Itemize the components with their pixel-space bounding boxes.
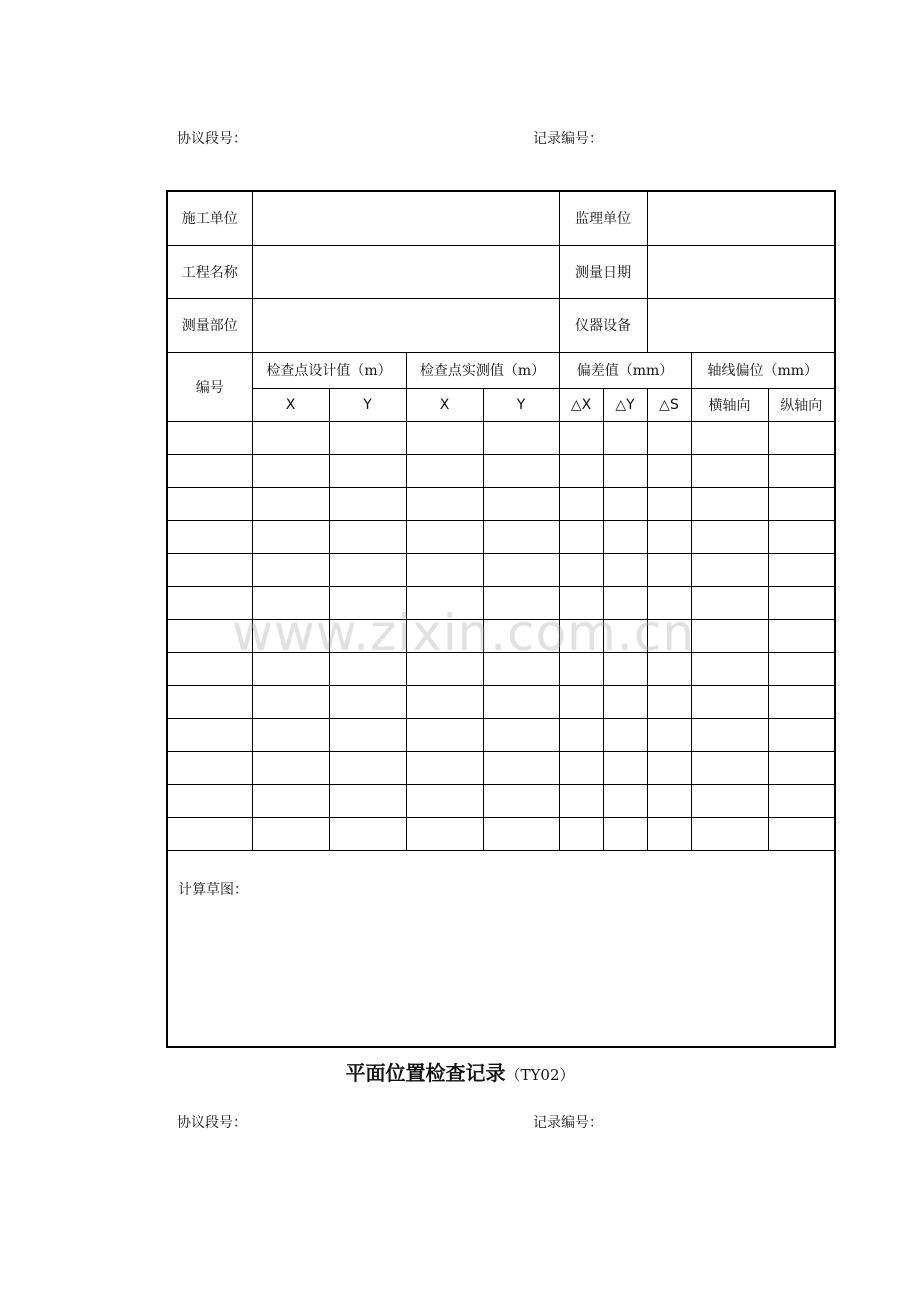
- number-cell[interactable]: [167, 652, 252, 685]
- delta-y-cell[interactable]: [603, 784, 647, 817]
- measured-y-cell[interactable]: [483, 421, 559, 454]
- plane-position-record-table: [166, 190, 836, 1048]
- supervision-unit-label: 监理单位: [559, 191, 647, 245]
- measured-x-cell[interactable]: [406, 454, 483, 487]
- design-x-cell[interactable]: [252, 751, 329, 784]
- number-cell[interactable]: [167, 487, 252, 520]
- delta-y-cell[interactable]: [603, 421, 647, 454]
- vertical-axis-header: 纵轴向: [768, 388, 835, 421]
- measured-y-cell[interactable]: [483, 751, 559, 784]
- design-x-header: X: [252, 388, 329, 421]
- measured-y-header: Y: [483, 388, 559, 421]
- horizontal-axis-cell[interactable]: [691, 619, 768, 652]
- measured-y-cell[interactable]: [483, 487, 559, 520]
- delta-s-cell[interactable]: [647, 421, 691, 454]
- number-cell[interactable]: [167, 454, 252, 487]
- horizontal-axis-cell[interactable]: [691, 520, 768, 553]
- horizontal-axis-cell[interactable]: [691, 751, 768, 784]
- horizontal-axis-cell[interactable]: [691, 586, 768, 619]
- design-x-cell[interactable]: [252, 784, 329, 817]
- column-header-row: [167, 352, 835, 388]
- measured-x-cell[interactable]: [406, 487, 483, 520]
- delta-s-cell[interactable]: [647, 652, 691, 685]
- delta-y-cell[interactable]: [603, 652, 647, 685]
- horizontal-axis-cell[interactable]: [691, 652, 768, 685]
- delta-x-cell[interactable]: [559, 817, 603, 850]
- design-y-cell[interactable]: [329, 553, 406, 586]
- measure-date-field[interactable]: [647, 245, 835, 298]
- measured-x-cell[interactable]: [406, 751, 483, 784]
- table-row: [167, 784, 835, 817]
- info-row: [167, 298, 835, 352]
- construction-unit-label: 施工单位: [167, 191, 252, 245]
- measured-y-cell[interactable]: [483, 520, 559, 553]
- calculation-sketch-label: 计算草图：: [178, 881, 248, 898]
- table-row: [167, 586, 835, 619]
- delta-y-cell[interactable]: [603, 520, 647, 553]
- measured-y-cell[interactable]: [483, 454, 559, 487]
- design-y-cell[interactable]: [329, 718, 406, 751]
- measured-y-cell[interactable]: [483, 652, 559, 685]
- measured-x-cell[interactable]: [406, 586, 483, 619]
- number-cell[interactable]: [167, 421, 252, 454]
- table-row: [167, 454, 835, 487]
- design-y-cell[interactable]: [329, 619, 406, 652]
- design-x-cell[interactable]: [252, 421, 329, 454]
- measure-part-field[interactable]: [252, 298, 559, 352]
- design-y-cell[interactable]: [329, 421, 406, 454]
- measured-x-cell[interactable]: [406, 553, 483, 586]
- measured-x-cell[interactable]: [406, 619, 483, 652]
- measure-part-label: 测量部位: [167, 298, 252, 352]
- horizontal-axis-cell[interactable]: [691, 784, 768, 817]
- agreement-section-label: 协议段号：: [177, 131, 247, 147]
- deviation-header: 偏差值（mm）: [559, 352, 691, 388]
- measured-x-header: X: [406, 388, 483, 421]
- measured-x-cell[interactable]: [406, 817, 483, 850]
- document-title-main: 平面位置检查记录: [345, 1061, 506, 1085]
- vertical-axis-cell[interactable]: [768, 685, 835, 718]
- number-cell[interactable]: [167, 619, 252, 652]
- delta-x-cell[interactable]: [559, 421, 603, 454]
- table-row: [167, 553, 835, 586]
- data-rows: [167, 421, 835, 850]
- delta-s-cell[interactable]: [647, 751, 691, 784]
- delta-x-header: △X: [559, 388, 603, 421]
- document-title: [0, 1057, 920, 1086]
- sub-header-row: [167, 388, 835, 421]
- measured-y-cell[interactable]: [483, 553, 559, 586]
- delta-y-cell[interactable]: [603, 487, 647, 520]
- design-x-cell[interactable]: [252, 487, 329, 520]
- delta-s-cell[interactable]: [647, 817, 691, 850]
- delta-y-cell[interactable]: [603, 619, 647, 652]
- measured-x-cell[interactable]: [406, 718, 483, 751]
- delta-y-header: △Y: [603, 388, 647, 421]
- delta-s-cell[interactable]: [647, 553, 691, 586]
- table-row: [167, 685, 835, 718]
- horizontal-axis-cell[interactable]: [691, 685, 768, 718]
- document-title-code: （TY02）: [505, 1066, 575, 1084]
- table-row: [167, 619, 835, 652]
- calculation-sketch-area[interactable]: [167, 850, 835, 1047]
- record-number-label: 记录编号：: [533, 131, 603, 147]
- table-row: [167, 718, 835, 751]
- project-name-label: 工程名称: [167, 245, 252, 298]
- design-y-header: Y: [329, 388, 406, 421]
- vertical-axis-cell[interactable]: [768, 421, 835, 454]
- number-cell[interactable]: [167, 586, 252, 619]
- design-y-cell[interactable]: [329, 652, 406, 685]
- number-cell[interactable]: [167, 553, 252, 586]
- measured-x-cell[interactable]: [406, 784, 483, 817]
- delta-x-cell[interactable]: [559, 487, 603, 520]
- vertical-axis-cell[interactable]: [768, 553, 835, 586]
- delta-x-cell[interactable]: [559, 718, 603, 751]
- number-cell[interactable]: [167, 718, 252, 751]
- footer-agreement-section-label: 协议段号：: [177, 1115, 247, 1131]
- number-cell[interactable]: [167, 751, 252, 784]
- number-cell[interactable]: [167, 817, 252, 850]
- design-x-cell[interactable]: [252, 586, 329, 619]
- measure-date-label: 测量日期: [559, 245, 647, 298]
- delta-s-cell[interactable]: [647, 784, 691, 817]
- measured-y-cell[interactable]: [483, 619, 559, 652]
- delta-y-cell[interactable]: [603, 685, 647, 718]
- measured-y-cell[interactable]: [483, 817, 559, 850]
- horizontal-axis-header: 横轴向: [691, 388, 768, 421]
- measured-value-header: 检查点实测值（m）: [406, 352, 559, 388]
- delta-y-cell[interactable]: [603, 751, 647, 784]
- vertical-axis-cell[interactable]: [768, 817, 835, 850]
- design-x-cell[interactable]: [252, 520, 329, 553]
- delta-s-cell[interactable]: [647, 586, 691, 619]
- delta-s-cell[interactable]: [647, 718, 691, 751]
- horizontal-axis-cell[interactable]: [691, 454, 768, 487]
- vertical-axis-cell[interactable]: [768, 520, 835, 553]
- design-y-cell[interactable]: [329, 685, 406, 718]
- delta-s-cell[interactable]: [647, 520, 691, 553]
- design-x-cell[interactable]: [252, 817, 329, 850]
- horizontal-axis-cell[interactable]: [691, 487, 768, 520]
- axis-offset-header: 轴线偏位（mm）: [691, 352, 835, 388]
- delta-s-cell[interactable]: [647, 685, 691, 718]
- delta-x-cell[interactable]: [559, 652, 603, 685]
- project-name-field[interactable]: [252, 245, 559, 298]
- vertical-axis-cell[interactable]: [768, 652, 835, 685]
- info-row: [167, 245, 835, 298]
- delta-y-cell[interactable]: [603, 718, 647, 751]
- measured-x-cell[interactable]: [406, 685, 483, 718]
- instrument-field[interactable]: [647, 298, 835, 352]
- delta-s-cell[interactable]: [647, 454, 691, 487]
- delta-x-cell[interactable]: [559, 553, 603, 586]
- delta-y-cell[interactable]: [603, 586, 647, 619]
- table-row: [167, 751, 835, 784]
- measured-y-cell[interactable]: [483, 784, 559, 817]
- sketch-row: [167, 850, 835, 1047]
- vertical-axis-cell[interactable]: [768, 751, 835, 784]
- design-y-cell[interactable]: [329, 784, 406, 817]
- number-cell[interactable]: [167, 685, 252, 718]
- delta-s-header: △S: [647, 388, 691, 421]
- measured-x-cell[interactable]: [406, 520, 483, 553]
- measured-x-cell[interactable]: [406, 652, 483, 685]
- measured-y-cell[interactable]: [483, 685, 559, 718]
- measured-x-cell[interactable]: [406, 421, 483, 454]
- number-cell[interactable]: [167, 784, 252, 817]
- design-y-cell[interactable]: [329, 454, 406, 487]
- delta-x-cell[interactable]: [559, 784, 603, 817]
- delta-x-cell[interactable]: [559, 520, 603, 553]
- design-x-cell[interactable]: [252, 718, 329, 751]
- vertical-axis-cell[interactable]: [768, 718, 835, 751]
- supervision-unit-field[interactable]: [647, 191, 835, 245]
- delta-y-cell[interactable]: [603, 817, 647, 850]
- delta-x-cell[interactable]: [559, 685, 603, 718]
- design-y-cell[interactable]: [329, 751, 406, 784]
- delta-x-cell[interactable]: [559, 454, 603, 487]
- vertical-axis-cell[interactable]: [768, 454, 835, 487]
- table-row: [167, 652, 835, 685]
- info-row: [167, 191, 835, 245]
- design-x-cell[interactable]: [252, 454, 329, 487]
- instrument-label: 仪器设备: [559, 298, 647, 352]
- delta-s-cell[interactable]: [647, 487, 691, 520]
- design-x-cell[interactable]: [252, 685, 329, 718]
- delta-y-cell[interactable]: [603, 454, 647, 487]
- design-y-cell[interactable]: [329, 817, 406, 850]
- design-x-cell[interactable]: [252, 553, 329, 586]
- delta-s-cell[interactable]: [647, 619, 691, 652]
- measured-y-cell[interactable]: [483, 718, 559, 751]
- horizontal-axis-cell[interactable]: [691, 421, 768, 454]
- design-y-cell[interactable]: [329, 586, 406, 619]
- table-row: [167, 487, 835, 520]
- number-cell[interactable]: [167, 520, 252, 553]
- measured-y-cell[interactable]: [483, 586, 559, 619]
- construction-unit-field[interactable]: [252, 191, 559, 245]
- vertical-axis-cell[interactable]: [768, 487, 835, 520]
- delta-x-cell[interactable]: [559, 751, 603, 784]
- table-row: [167, 520, 835, 553]
- design-y-cell[interactable]: [329, 520, 406, 553]
- footer-record-number-label: 记录编号：: [533, 1115, 603, 1131]
- horizontal-axis-cell[interactable]: [691, 817, 768, 850]
- number-header: 编号: [167, 352, 252, 421]
- design-x-cell[interactable]: [252, 619, 329, 652]
- design-y-cell[interactable]: [329, 487, 406, 520]
- vertical-axis-cell[interactable]: [768, 619, 835, 652]
- watermark: www.zixin.com.cn: [232, 604, 696, 662]
- delta-x-cell[interactable]: [559, 586, 603, 619]
- horizontal-axis-cell[interactable]: [691, 553, 768, 586]
- delta-y-cell[interactable]: [603, 553, 647, 586]
- vertical-axis-cell[interactable]: [768, 784, 835, 817]
- table-row: [167, 421, 835, 454]
- delta-x-cell[interactable]: [559, 619, 603, 652]
- table-row: [167, 817, 835, 850]
- design-value-header: 检查点设计值（m）: [252, 352, 406, 388]
- vertical-axis-cell[interactable]: [768, 586, 835, 619]
- horizontal-axis-cell[interactable]: [691, 718, 768, 751]
- design-x-cell[interactable]: [252, 652, 329, 685]
